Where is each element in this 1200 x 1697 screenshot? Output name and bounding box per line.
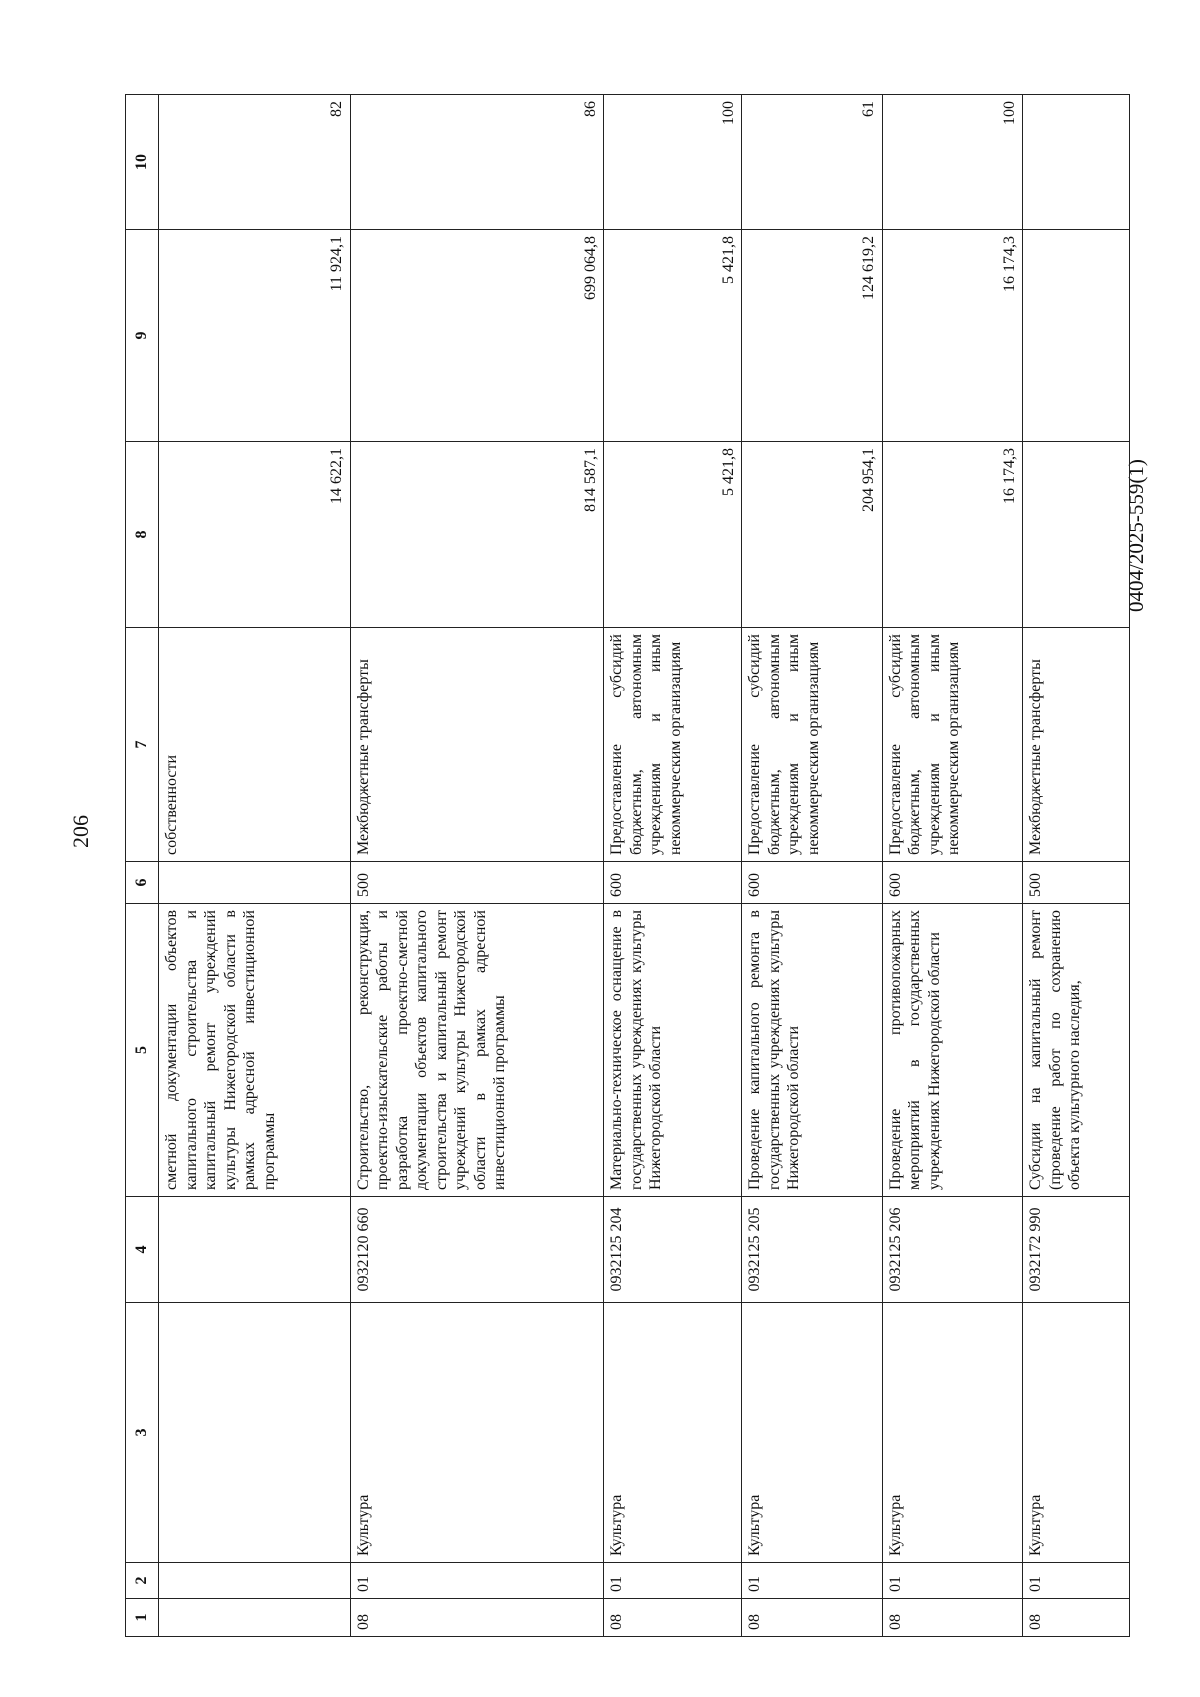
target-article-code: 0932125 205 bbox=[742, 1197, 882, 1303]
execution-percent: 100 bbox=[882, 95, 1022, 230]
execution-percent: 82 bbox=[159, 95, 351, 230]
executed-amount: 5 421,8 bbox=[604, 230, 742, 442]
section-code: 08 bbox=[742, 1599, 882, 1637]
executed-amount: 124 619,2 bbox=[742, 230, 882, 442]
header-col-4: 4 bbox=[126, 1197, 159, 1303]
planned-amount: 14 622,1 bbox=[159, 442, 351, 628]
expense-type-name: собственности bbox=[159, 628, 351, 862]
document-code: 0404/2025-559(1) bbox=[1124, 459, 1148, 612]
budget-table bbox=[125, 94, 1130, 1637]
execution-percent bbox=[1023, 95, 1130, 230]
section-name: Культура bbox=[604, 1303, 742, 1563]
expense-type-code bbox=[159, 862, 351, 904]
target-article-code: 0932120 660 bbox=[350, 1197, 604, 1303]
expense-type-name: Предоставление субсидий бюджетным, автономным учреждениям и иным некоммерческим организациям bbox=[882, 628, 1022, 862]
target-article-code: 0932172 990 bbox=[1023, 1197, 1130, 1303]
table-row bbox=[604, 95, 742, 1637]
header-col-3: 3 bbox=[126, 1303, 159, 1563]
section-name: Культура bbox=[742, 1303, 882, 1563]
execution-percent: 61 bbox=[742, 95, 882, 230]
header-row bbox=[126, 95, 159, 1637]
subsection-code bbox=[159, 1563, 351, 1599]
section-name: Культура bbox=[882, 1303, 1022, 1563]
table-row bbox=[1023, 95, 1130, 1637]
expense-type-code: 500 bbox=[1023, 862, 1130, 904]
expense-type-code: 600 bbox=[742, 862, 882, 904]
article-name: Строительство, реконструкция, проектно-изыскательские работы и разработка проектно-сметной документации объектов капитального строительства и капитальный ремонт учреждений культуры Нижегородской области в рамках адресной инвестиционной программы bbox=[350, 904, 604, 1197]
subsection-code: 01 bbox=[1023, 1563, 1130, 1599]
expense-type-name: Предоставление субсидий бюджетным, автономным учреждениям и иным некоммерческим организациям bbox=[604, 628, 742, 862]
section-code: 08 bbox=[882, 1599, 1022, 1637]
table-row bbox=[742, 95, 882, 1637]
subsection-code: 01 bbox=[882, 1563, 1022, 1599]
table-row bbox=[882, 95, 1022, 1637]
execution-percent: 86 bbox=[350, 95, 604, 230]
table-row bbox=[159, 95, 351, 1637]
article-name: сметной документации объектов капитального строительства и капитальный ремонт учреждений культуры Нижегородской области в рамках адресной инвестиционной программы bbox=[159, 904, 351, 1197]
section-name bbox=[159, 1303, 351, 1563]
target-article-code bbox=[159, 1197, 351, 1303]
section-code: 08 bbox=[1023, 1599, 1130, 1637]
subsection-code: 01 bbox=[350, 1563, 604, 1599]
expense-type-code: 600 bbox=[604, 862, 742, 904]
header-col-5: 5 bbox=[126, 904, 159, 1197]
expense-type-code: 600 bbox=[882, 862, 1022, 904]
article-name: Проведение противопожарных мероприятий в государственных учреждениях Нижегородской области bbox=[882, 904, 1022, 1197]
expense-type-name: Предоставление субсидий бюджетным, автономным учреждениям и иным некоммерческим организациям bbox=[742, 628, 882, 862]
planned-amount: 814 587,1 bbox=[350, 442, 604, 628]
expense-type-code: 500 bbox=[350, 862, 604, 904]
article-name: Материально-техническое оснащение в государственных учреждениях культуры Нижегородской области bbox=[604, 904, 742, 1197]
executed-amount bbox=[1023, 230, 1130, 442]
header-col-8: 8 bbox=[126, 442, 159, 628]
budget-table-container bbox=[125, 95, 1130, 1637]
section-name: Культура bbox=[350, 1303, 604, 1563]
page-number: 206 bbox=[68, 815, 93, 848]
section-name: Культура bbox=[1023, 1303, 1130, 1563]
article-name: Проведение капитального ремонта в государственных учреждениях культуры Нижегородской области bbox=[742, 904, 882, 1197]
section-code: 08 bbox=[350, 1599, 604, 1637]
target-article-code: 0932125 204 bbox=[604, 1197, 742, 1303]
subsection-code: 01 bbox=[742, 1563, 882, 1599]
executed-amount: 16 174,3 bbox=[882, 230, 1022, 442]
expense-type-name: Межбюджетные трансферты bbox=[1023, 628, 1130, 862]
subsection-code: 01 bbox=[604, 1563, 742, 1599]
section-code bbox=[159, 1599, 351, 1637]
header-col-1: 1 bbox=[126, 1599, 159, 1637]
article-name: Субсидии на капитальный ремонт (проведение работ по сохранению объекта культурного наследия, bbox=[1023, 904, 1130, 1197]
target-article-code: 0932125 206 bbox=[882, 1197, 1022, 1303]
planned-amount: 16 174,3 bbox=[882, 442, 1022, 628]
planned-amount bbox=[1023, 442, 1130, 628]
section-code: 08 bbox=[604, 1599, 742, 1637]
header-col-9: 9 bbox=[126, 230, 159, 442]
header-col-10: 10 bbox=[126, 95, 159, 230]
planned-amount: 204 954,1 bbox=[742, 442, 882, 628]
executed-amount: 11 924,1 bbox=[159, 230, 351, 442]
execution-percent: 100 bbox=[604, 95, 742, 230]
expense-type-name: Межбюджетные трансферты bbox=[350, 628, 604, 862]
table-row bbox=[350, 95, 604, 1637]
header-col-6: 6 bbox=[126, 862, 159, 904]
header-col-2: 2 bbox=[126, 1563, 159, 1599]
header-col-7: 7 bbox=[126, 628, 159, 862]
planned-amount: 5 421,8 bbox=[604, 442, 742, 628]
executed-amount: 699 064,8 bbox=[350, 230, 604, 442]
